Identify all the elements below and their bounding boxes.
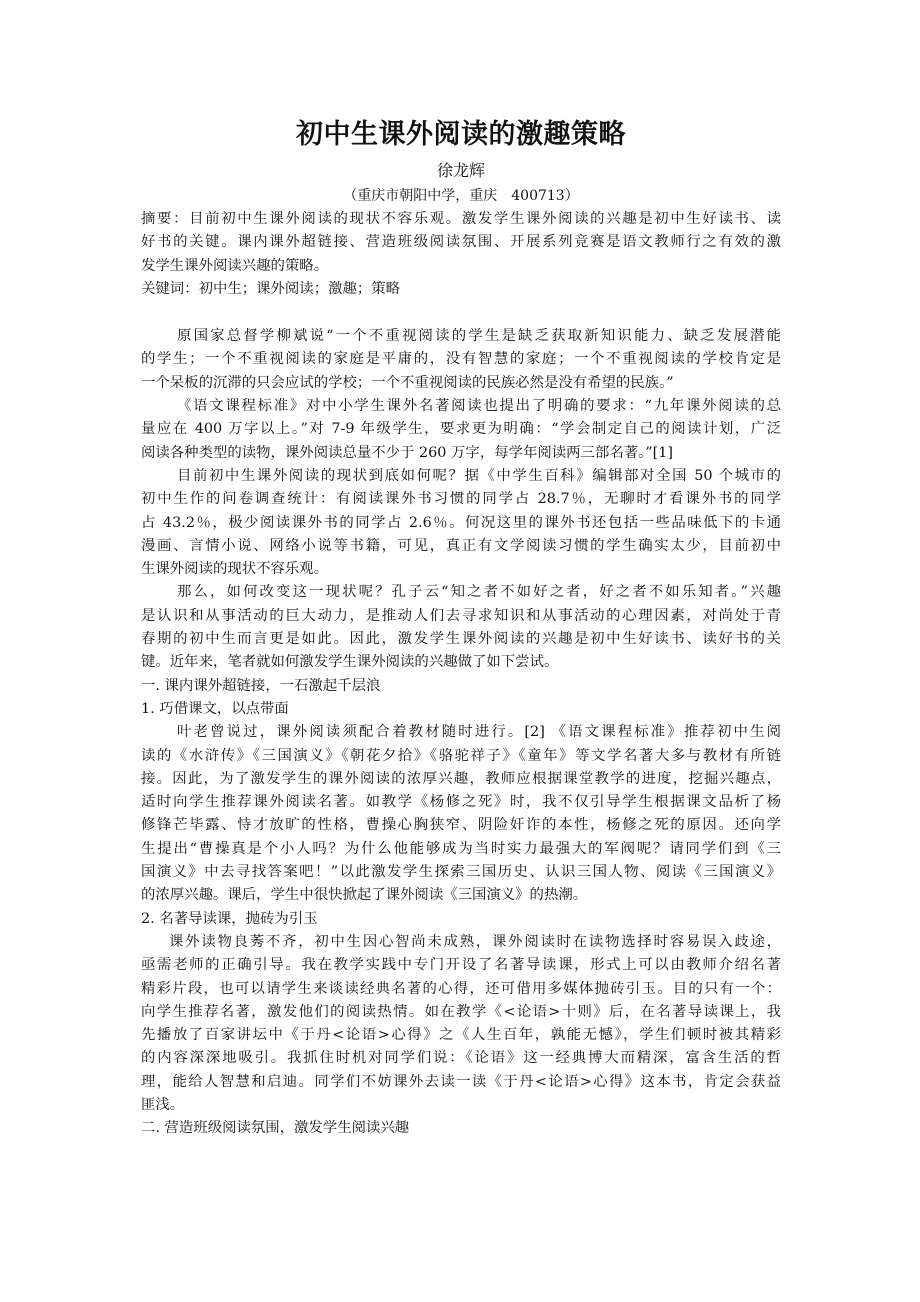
section-heading-1: 一. 课内课外超链接，一石激起千层浪 — [141, 677, 381, 694]
abstract-line: 好书的关键。课内课外超链接、营造班级阅读氛围、开展系列竞赛是语文教师行之有效的激 — [141, 234, 781, 251]
paragraph-line: 漫画、言情小说、网络小说等书籍，可见，真正有文学阅读习惯的学生确实太少，目前初中 — [141, 537, 781, 554]
paragraph-line: 那么，如何改变这一现状呢？孔子云“知之者不如好之者，好之者不如乐知者。”兴趣 — [177, 584, 781, 601]
paragraph-line: 一个呆板的沉滞的只会应试的学校；一个不重视阅读的民族必然是没有希望的民族。” — [141, 374, 674, 391]
paragraph-line: 占 43.2％，极少阅读课外书的同学占 2.6％。何况这里的课外书还包括一些品味低下的卡通 — [141, 514, 781, 531]
subsection-heading-1-2: 2. 名著导读课，抛砖为引玉 — [141, 910, 318, 927]
paragraph-line: 阅读各种类型的读物，课外阅读总量不少于 260 万字，每学年阅读两三部名著。”[1] — [141, 444, 674, 461]
paragraph-line: 亟需老师的正确引导。我在教学实践中专门开设了名著导读课，形式上可以由教师介绍名著 — [141, 957, 781, 974]
section-heading-2: 二. 营造班级阅读氛围，激发学生阅读兴趣 — [141, 1120, 410, 1137]
paragraph-3 — [141, 465, 781, 581]
abstract-line: 摘要：目前初中生课外阅读的现状不容乐观。激发学生课外阅读的兴趣是初中生好读书、读 — [141, 211, 781, 227]
paragraph-line: 的浓厚兴趣。课后，学生中很快掀起了课外阅读《三国演义》的热潮。 — [141, 887, 588, 904]
paragraph-line: 读的《水浒传》《三国演义》《朝花夕拾》《骆驼祥子》《童年》等文学名著大多与教材有所链 — [141, 747, 781, 764]
paragraph-line: 是认识和从事活动的巨大动力，是推动人们去寻求知识和从事活动的心理因素，对尚处于青 — [141, 607, 781, 624]
paragraph-6 — [141, 931, 781, 1117]
paragraph-4 — [141, 581, 781, 674]
paragraph-line: 精彩片段，也可以请学生来谈读经典名著的心得，还可借用多媒体抛砖引玉。目的只有一个： — [141, 980, 781, 997]
author-name: 徐龙辉 — [436, 161, 485, 180]
paragraph-line: 目前初中生课外阅读的现状到底如何呢？据《中学生百科》编辑部对全国 50 个城市的 — [177, 467, 781, 484]
paragraph-line: 初中生作的问卷调查统计：有阅读课外书习惯的同学占 28.7％，无聊时才看课外书的同学 — [141, 491, 781, 508]
paragraph-line: 原国家总督学柳斌说“一个不重视阅读的学生是缺乏获取新知识能力、缺乏发展潜能 — [177, 328, 781, 345]
affiliation: （重庆市朝阳中学，重庆 400713） — [343, 188, 579, 204]
paragraph-1 — [141, 325, 781, 395]
abstract — [141, 208, 781, 278]
paragraph-line: 《语文课程标准》对中小学生课外名著阅读也提出了明确的要求：“九年课外阅读的总 — [177, 398, 781, 415]
paragraph-line: 理，能给人智慧和启迪。同学们不妨课外去读一读《于丹<论语>心得》这本书，肯定会获益 — [141, 1073, 781, 1090]
paragraph-line: 键。近年来，笔者就如何激发学生课外阅读的兴趣做了如下尝试。 — [141, 654, 559, 671]
paragraph-line: 春期的初中生而言更是如此。因此，激发学生课外阅读的兴趣是初中生好读书、读好书的关 — [141, 631, 781, 648]
subsection-heading-1-1: 1. 巧借课文，以点带面 — [141, 700, 289, 717]
paragraph-line: 适时向学生推荐课外阅读名著。如教学《杨修之死》时，我不仅引导学生根据课文品析了杨 — [141, 794, 781, 811]
paragraph-line: 叶老曾说过，课外阅读须配合着教材随时进行。[2] 《语文课程标准》推荐初中生阅 — [177, 724, 781, 741]
paragraph-line: 接。因此，为了激发学生的课外阅读的浓厚兴趣，教师应根据课堂教学的进度，挖掘兴趣点， — [141, 770, 781, 787]
spacer — [141, 301, 781, 325]
paragraph-line: 先播放了百家讲坛中《于丹<论语>心得》之《人生百年，孰能无憾》，学生们顿时被其精彩 — [141, 1027, 781, 1044]
abstract-line: 发学生课外阅读兴趣的策略。 — [141, 257, 329, 274]
paragraph-line: 国演义》中去寻找答案吧！”以此激发学生探索三国历史、认识三国人物、阅读《三国演义》 — [141, 864, 781, 881]
paragraph-line: 量应在 400 万字以上。”对 7-9 年级学生，要求更为明确：“学会制定自己的阅读计划，广泛 — [141, 421, 781, 438]
paragraph-5 — [141, 721, 781, 907]
page-title: 初中生课外阅读的激趣策略 — [296, 119, 626, 150]
paragraph-line: 匪浅。 — [141, 1096, 185, 1113]
paragraph-line: 课外读物良莠不齐，初中生因心智尚未成熟，课外阅读时在读物选择时容易误入歧途， — [169, 933, 781, 950]
paragraph-line: 生提出“曹操真是个小人吗？为什么他能够成为当时实力最强大的军阀呢？请同学们到《三 — [141, 840, 781, 857]
document-page — [141, 112, 781, 1141]
paragraph-line: 向学生推荐名著，激发他们的阅读热情。如在教学《<论语>十则》后，在名著导读课上，我 — [141, 1003, 781, 1020]
paragraph-line: 的内容深深地吸引。我抓住时机对同学们说：《论语》这一经典博大而精深，富含生活的哲 — [141, 1050, 781, 1067]
paragraph-line: 生课外阅读的现状不容乐观。 — [141, 561, 329, 578]
paragraph-line: 修锋芒毕露、恃才放旷的性格，曹操心胸狭窄、阴险奸诈的本性，杨修之死的原因。还向学 — [141, 817, 781, 834]
paragraph-2 — [141, 395, 781, 465]
keywords: 关键词：初中生；课外阅读；激趣；策略 — [141, 280, 401, 297]
paragraph-line: 的学生；一个不重视阅读的家庭是平庸的，没有智慧的家庭；一个不重视阅读的学校肯定是 — [141, 351, 781, 368]
